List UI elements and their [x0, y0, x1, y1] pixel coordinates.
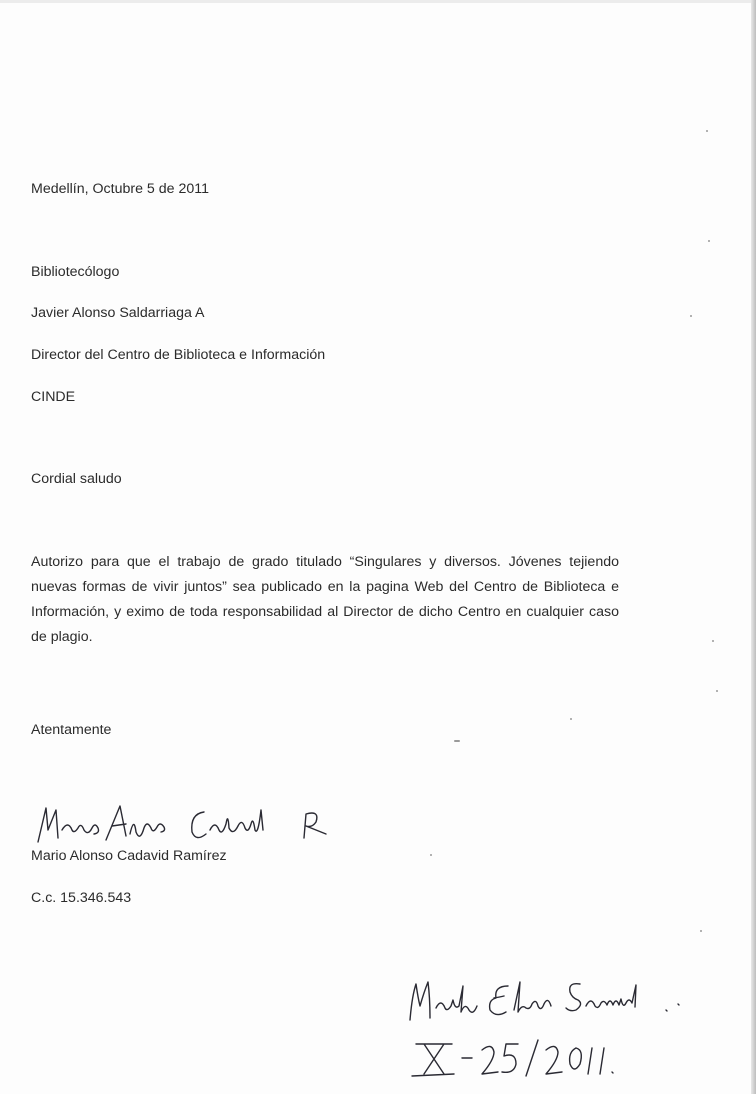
scan-edge-top: [0, 0, 756, 3]
recipient-organization: CINDE: [31, 389, 76, 405]
signer-handwritten-signature: [34, 800, 334, 850]
recipient-handwritten-name: [404, 974, 694, 1026]
date-line: Medellín, Octubre 5 de 2011: [31, 181, 209, 197]
scan-speck: [708, 240, 710, 242]
scan-speck: [430, 854, 432, 856]
scan-edge-right: [751, 0, 756, 1094]
greeting: Cordial saludo: [31, 471, 122, 487]
recipient-title: Bibliotecólogo: [31, 264, 120, 280]
scan-speck: [706, 130, 708, 132]
signer-id: C.c. 15.346.543: [31, 890, 132, 906]
recipient-name: Javier Alonso Saldarriaga A: [31, 305, 205, 321]
scan-speck: [712, 640, 714, 642]
scan-speck: [716, 690, 718, 692]
scan-speck: [570, 718, 572, 720]
recipient-handwritten-date: [408, 1036, 628, 1080]
scan-speck: [454, 740, 460, 742]
signer-name: Mario Alonso Cadavid Ramírez: [31, 848, 227, 864]
letter-body: Autorizo para que el trabajo de grado titulado “Singulares y diversos. Jóvenes tejiendo nuevas formas de vivir juntos” sea publicado en la pagina Web del Centro de Biblioteca e Información, y eximo de toda responsabilidad al Director de dicho Centro en cualquier caso de plagio.: [31, 554, 619, 645]
closing: Atentamente: [31, 722, 112, 738]
scan-speck: [690, 315, 692, 317]
recipient-position: Director del Centro de Biblioteca e Información: [31, 347, 326, 363]
scan-speck: [700, 930, 702, 932]
